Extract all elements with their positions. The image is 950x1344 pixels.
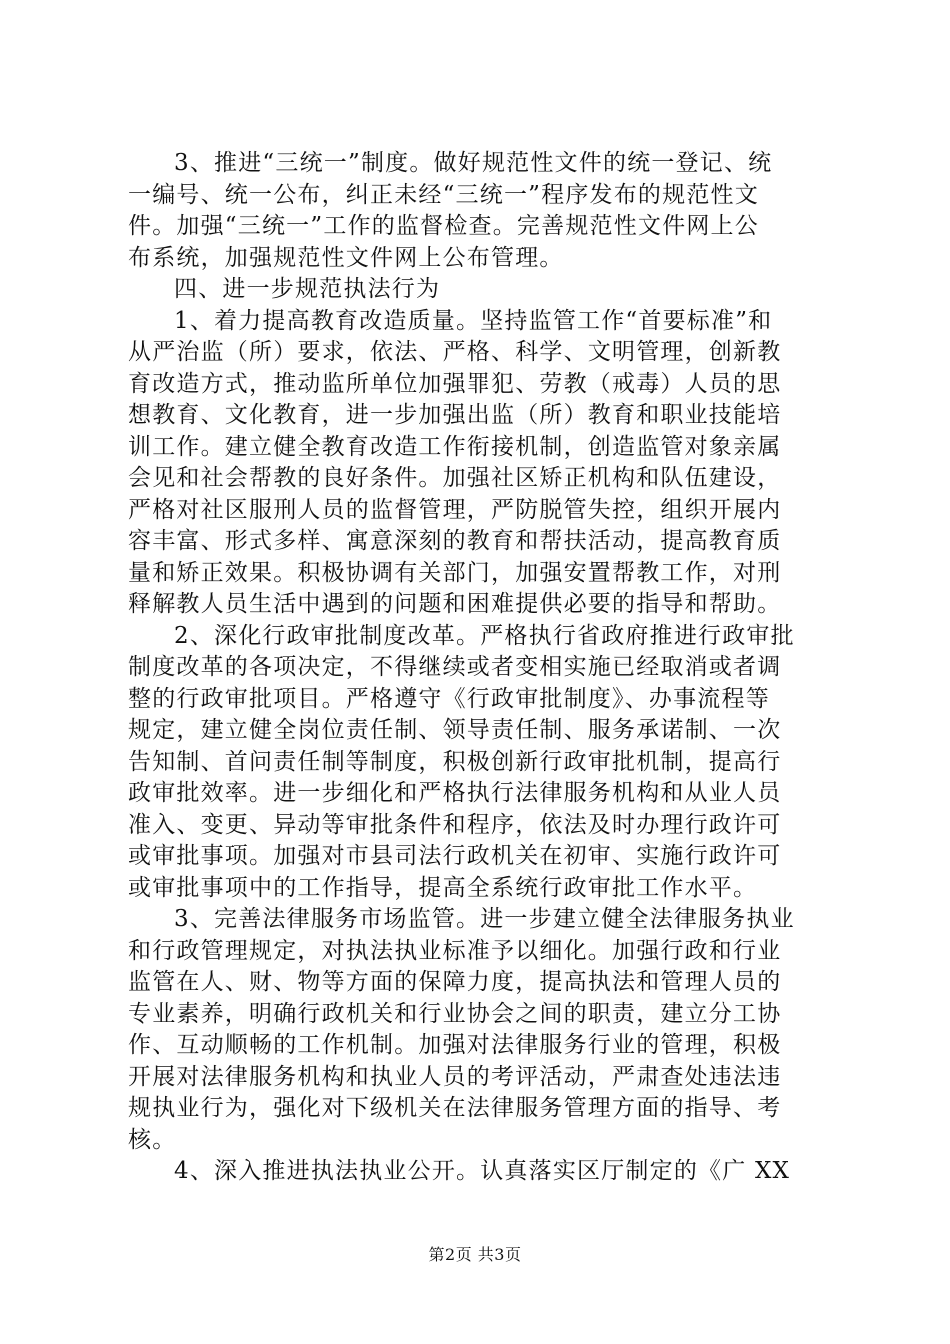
text-line: 和行政管理规定，对执法执业标准予以细化。加强行政和行业: [128, 937, 782, 964]
text-line: 3、完善法律服务市场监管。进一步建立健全法律服务执业: [174, 906, 795, 932]
page-footer: 第2页 共3页: [428, 1245, 522, 1264]
text-line: 育改造方式，推动监所单位加强罪犯、劳教（戒毒）人员的思: [128, 370, 782, 397]
text-line: 告知制、首问责任制等制度，积极创新行政审批机制，提高行: [128, 748, 782, 775]
text-line: 核。: [128, 1126, 177, 1153]
text-line: 会见和社会帮教的良好条件。加强社区矫正机构和队伍建设，: [128, 465, 782, 491]
text-line: 从严治监（所）要求，依法、严格、科学、文明管理，创新教: [128, 339, 782, 365]
text-line: 制度改革的各项决定，不得继续或者变相实施已经取消或者调: [128, 654, 782, 680]
text-line: 整的行政审批项目。严格遵守《行政审批制度》、办事流程等: [128, 685, 770, 712]
text-line: 政审批效率。进一步细化和严格执行法律服务机构和从业人员: [128, 780, 782, 806]
text-line: 1、着力提高教育改造质量。坚持监管工作“首要标准”和: [174, 307, 773, 334]
text-line: 想教育、文化教育，进一步加强出监（所）教育和职业技能培: [128, 402, 782, 428]
text-line: 准入、变更、异动等审批条件和程序，依法及时办理行政许可: [128, 811, 782, 838]
text-line: 2、深化行政审批制度改革。严格执行省政府推进行政审批: [174, 622, 795, 649]
text-line: 3、推进“三统一”制度。做好规范性文件的统一登记、统: [174, 150, 773, 176]
text-line: 训工作。建立健全教育改造工作衔接机制，创造监管对象亲属: [128, 433, 782, 460]
text-line: 或审批事项中的工作指导，提高全系统行政审批工作水平。: [128, 874, 758, 901]
text-line: 或审批事项。加强对市县司法行政机关在初审、实施行政许可: [128, 843, 782, 869]
text-line: 专业素养，明确行政机关和行业协会之间的职责，建立分工协: [128, 1000, 782, 1027]
document-body: [128, 148, 838, 1188]
text-line: 规执业行为，强化对下级机关在法律服务管理方面的指导、考: [128, 1095, 782, 1121]
text-line: 严格对社区服刑人员的监督管理，严防脱管失控，组织开展内: [128, 496, 782, 523]
text-line: 规定，建立健全岗位责任制、领导责任制、服务承诺制、一次: [128, 717, 782, 743]
text-line: 一编号、统一公布，纠正未经“三统一”程序发布的规范性文: [128, 181, 759, 208]
text-line: 作、互动顺畅的工作机制。加强对法律服务行业的管理，积极: [128, 1032, 782, 1058]
text-line: 量和矫正效果。积极协调有关部门，加强安置帮教工作，对刑: [128, 559, 782, 586]
text-line: 容丰富、形式多样、寓意深刻的教育和帮扶活动，提高教育质: [128, 528, 782, 554]
text-line: 4、深入推进执法执业公开。认真落实区厅制定的《广 XX: [174, 1158, 791, 1184]
text-line: 布系统，加强规范性文件网上公布管理。: [128, 244, 564, 271]
text-line: 四、进一步规范执法行为: [174, 276, 441, 302]
text-line: 监管在人、财、物等方面的保障力度，提高执法和管理人员的: [128, 969, 782, 995]
text-line: 件。加强“三统一”工作的监督检查。完善规范性文件网上公: [128, 213, 759, 239]
text-line: 开展对法律服务机构和执业人员的考评活动，严肃查处违法违: [128, 1063, 782, 1090]
text-line: 释解教人员生活中遇到的问题和困难提供必要的指导和帮助。: [128, 591, 782, 617]
